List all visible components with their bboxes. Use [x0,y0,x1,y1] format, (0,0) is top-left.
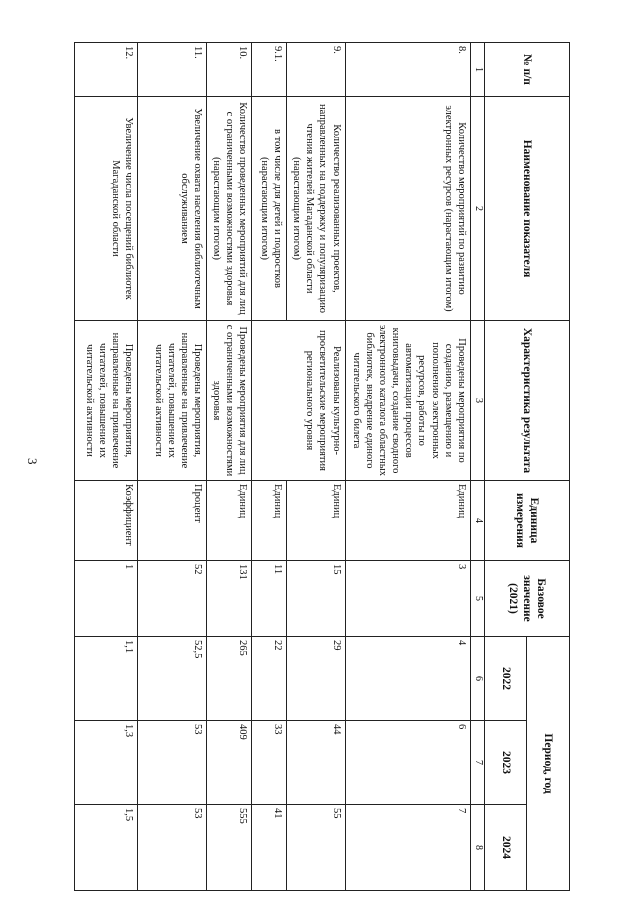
row-unit: Коэффициент [75,481,138,561]
row-value-2022: 29 [287,637,346,721]
column-numbers-row [470,43,484,891]
header-row [527,43,570,891]
row-value-2024: 7 [345,805,470,891]
column-number: 4 [470,481,484,561]
column-number: 2 [470,97,484,321]
indicators-table [74,42,570,891]
header-year-2024: 2024 [484,805,527,891]
row-unit: Единиц [207,481,252,561]
row-indicator-name: Увеличение числа посещений библиотек Магаданской области [75,97,138,321]
row-indicator-name: в том числе для детей и подростков (нарастающим итогом) [252,97,287,321]
header-no: № п/п [484,43,569,97]
row-baseline: 3 [345,561,470,637]
rotated-page-content [74,42,570,890]
table-row [75,43,138,891]
row-no: 11. [138,43,207,97]
row-baseline: 52 [138,561,207,637]
row-value-2023: 44 [287,721,346,805]
row-value-2024: 53 [138,805,207,891]
row-unit: Единиц [252,481,287,561]
row-indicator-name: Количество реализованных проектов, направленных на поддержку и популяризацию чтения жителей Магаданской области (нарастающим итогом) [287,97,346,321]
row-value-2024: 555 [207,805,252,891]
row-value-2024: 41 [252,805,287,891]
row-value-2024: 1,5 [75,805,138,891]
row-value-2023: 409 [207,721,252,805]
row-value-2024: 55 [287,805,346,891]
row-value-2023: 1,3 [75,721,138,805]
row-indicator-name: Увеличение охвата населения библиотечным обслуживанием [138,97,207,321]
header-unit: Единица измерения [484,481,569,561]
row-characteristic: Проведены мероприятия, направленные на привлечение читателей, повышение их читательской активности [75,321,138,481]
row-no: 8. [345,43,470,97]
row-no: 9.1. [252,43,287,97]
header-year-2022: 2022 [484,637,527,721]
row-value-2023: 6 [345,721,470,805]
header-year-2023: 2023 [484,721,527,805]
row-indicator-name: Количество мероприятий по развитию электронных ресурсов (нарастающим итогом) [345,97,470,321]
row-baseline: 131 [207,561,252,637]
row-value-2023: 33 [252,721,287,805]
row-unit: Процент [138,481,207,561]
row-value-2022: 265 [207,637,252,721]
row-no: 12. [75,43,138,97]
header-characteristic: Характеристика результата [484,321,569,481]
header-name: Наименование показателя [484,97,569,321]
row-baseline: 11 [252,561,287,637]
row-indicator-name: Количество проведенных мероприятий для лиц с ограниченными возможностями здоровья (нарастающим итогом) [207,97,252,321]
header-baseline: Базовое значение (2021) [484,561,569,637]
row-no: 9. [287,43,346,97]
column-number: 6 [470,637,484,721]
row-unit: Единиц [345,481,470,561]
column-number: 7 [470,721,484,805]
row-value-2022: 22 [252,637,287,721]
table-row [138,43,207,891]
row-value-2022: 4 [345,637,470,721]
page-number: 3 [25,458,40,465]
row-baseline: 15 [287,561,346,637]
table-row [345,43,470,891]
row-value-2023: 53 [138,721,207,805]
row-characteristic: Реализованы культурно-просветительские мероприятия регионального уровня [252,321,345,481]
column-number: 3 [470,321,484,481]
column-number: 5 [470,561,484,637]
column-number: 1 [470,43,484,97]
row-value-2022: 1,1 [75,637,138,721]
row-characteristic: Проведены мероприятия, направленные на привлечение читателей, повышение их читательской активности [138,321,207,481]
row-characteristic: Проведены мероприятия для лиц с ограниченными возможностями здоровья [207,321,252,481]
row-value-2022: 52,5 [138,637,207,721]
table-row [287,43,346,891]
row-unit: Единиц [287,481,346,561]
column-number: 8 [470,805,484,891]
header-period: Период, год [527,637,570,891]
row-no: 10. [207,43,252,97]
row-characteristic: Проведены мероприятия по созданию, размещению и пополнению электронных ресурсов, работы по автоматизации процессов книговыдачи, создание сводного электронного каталога областных библиотек, внедрение единого читательского билета [345,321,470,481]
table-row [207,43,252,891]
row-baseline: 1 [75,561,138,637]
